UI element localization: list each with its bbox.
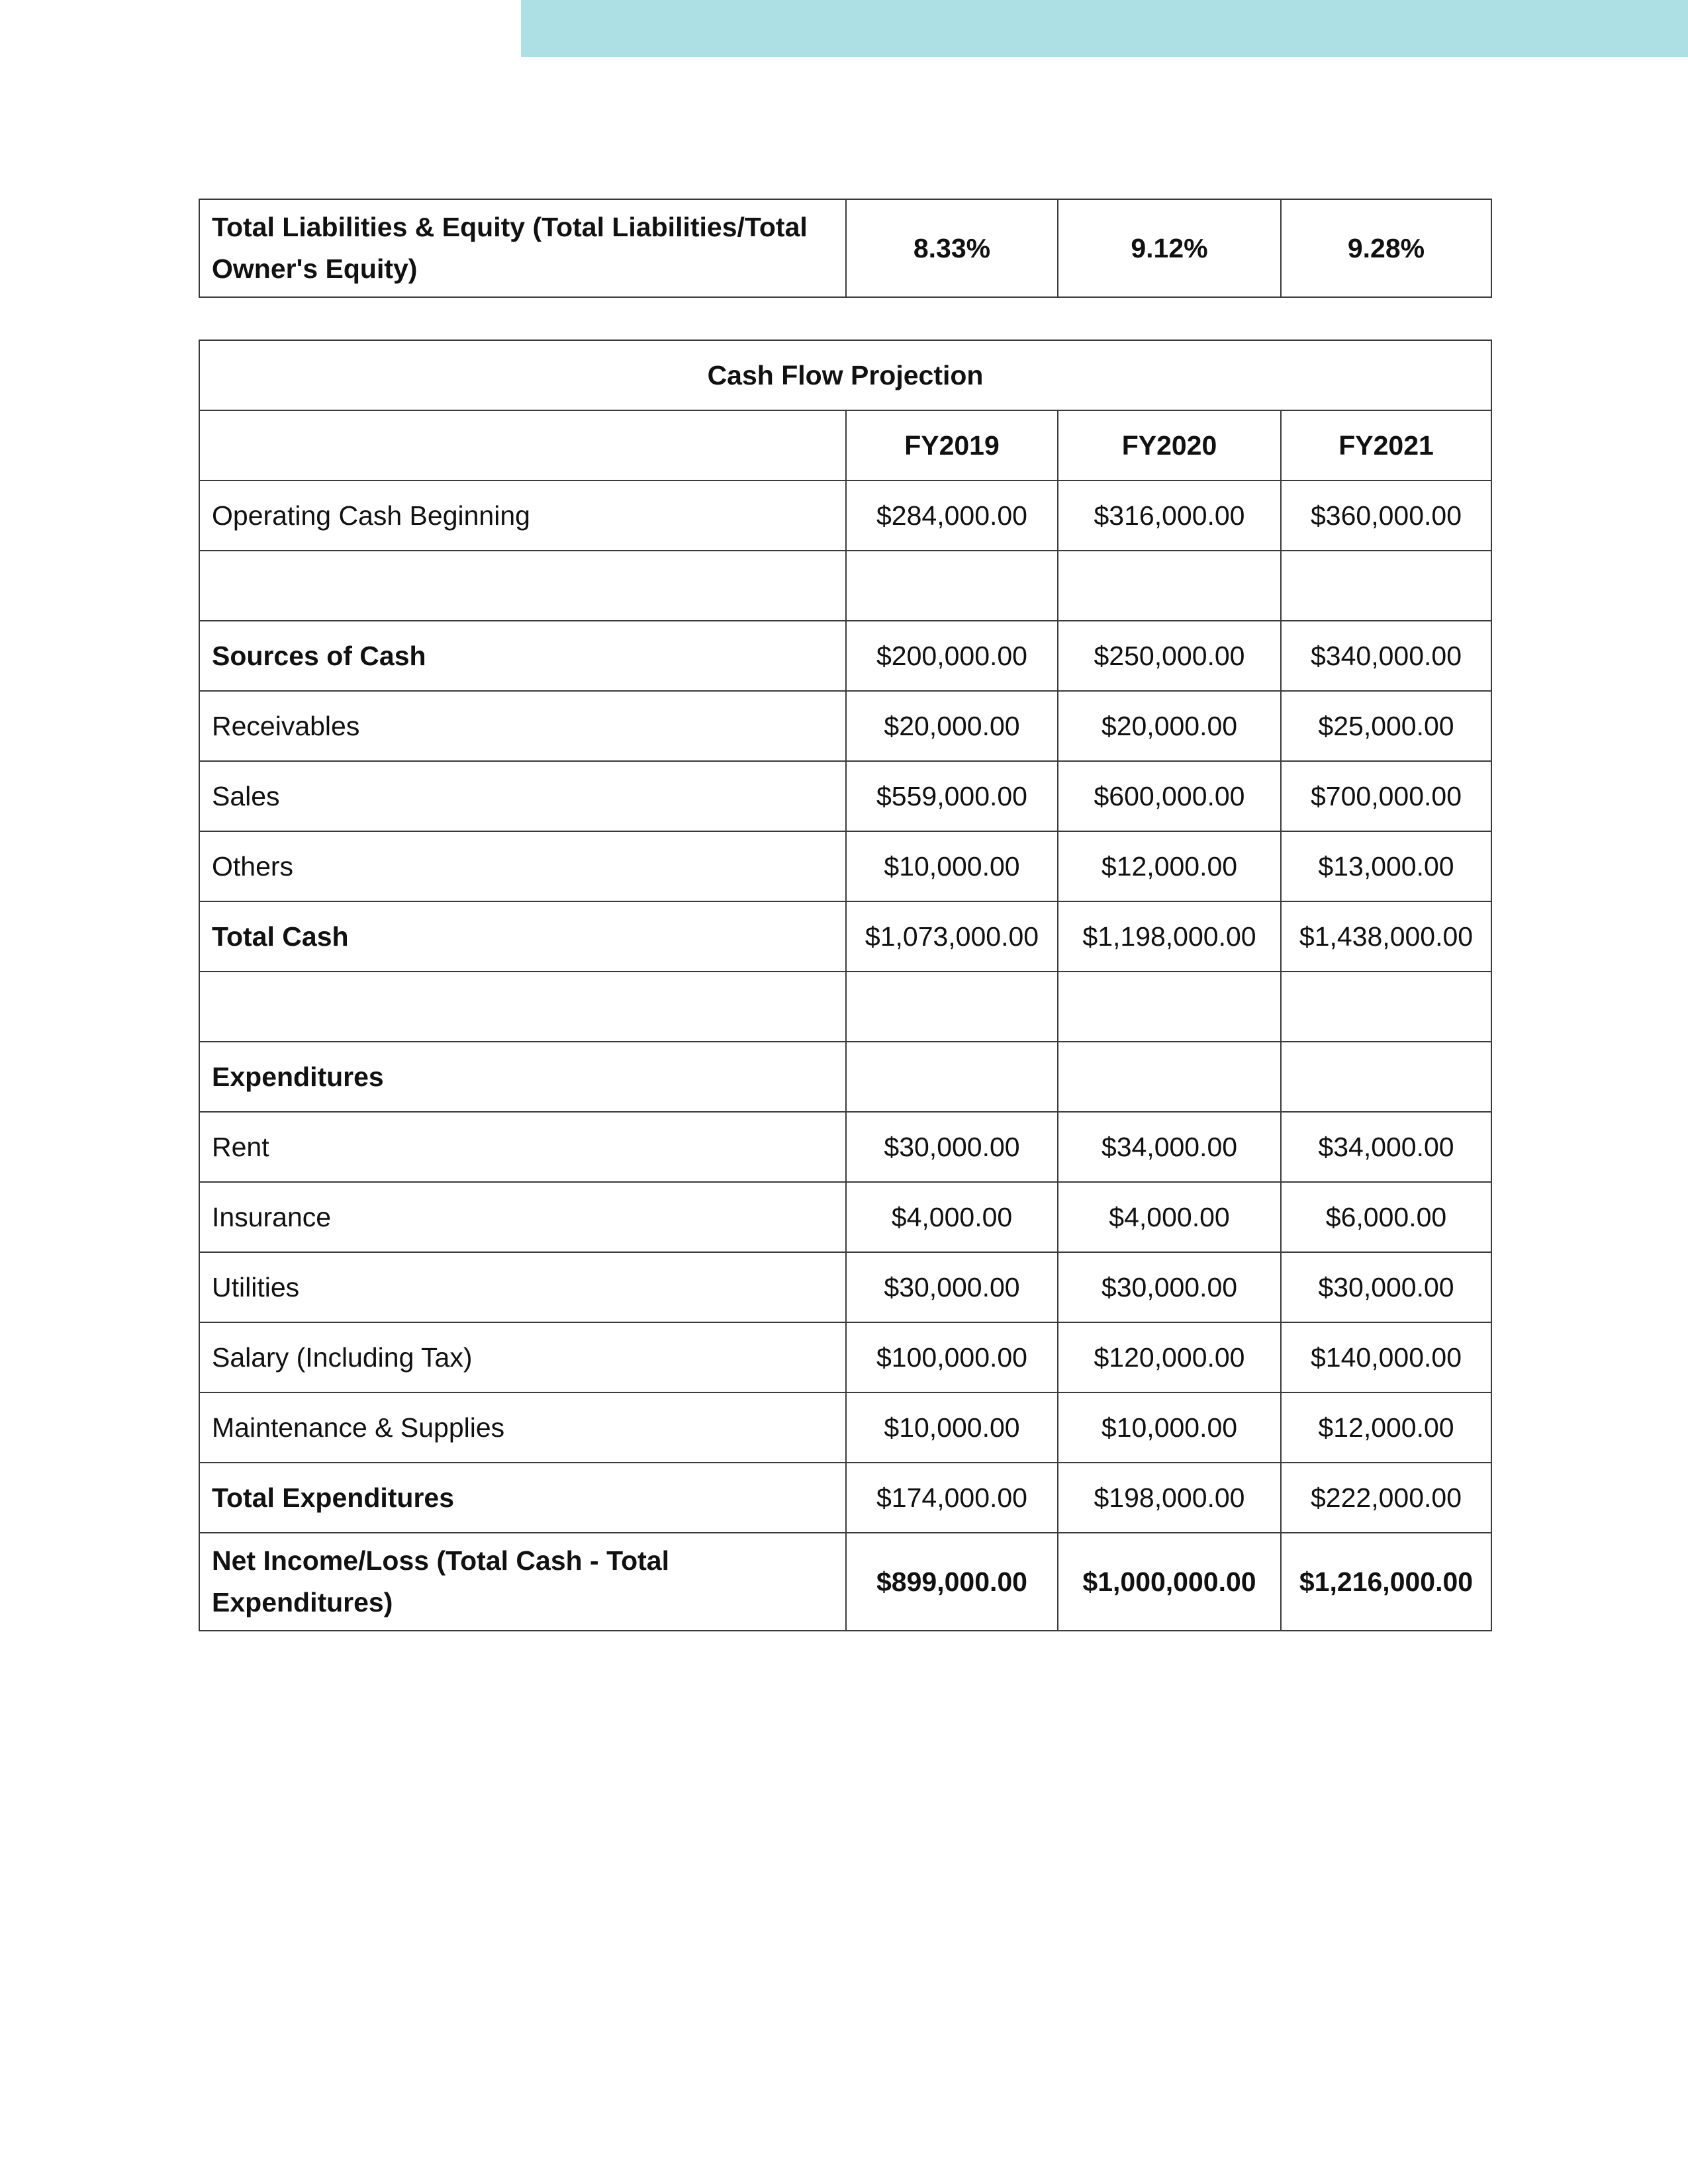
cell-fy2021: $360,000.00 <box>1281 480 1491 551</box>
cell-fy2021: $222,000.00 <box>1281 1463 1491 1533</box>
cell-fy2021: $25,000.00 <box>1281 691 1491 761</box>
cell-fy2019: $284,000.00 <box>846 480 1058 551</box>
cell-fy2020: $4,000.00 <box>1058 1182 1281 1252</box>
table-row <box>199 1042 1491 1112</box>
cell-fy2020: $198,000.00 <box>1058 1463 1281 1533</box>
cell-fy2019: $1,073,000.00 <box>846 901 1058 972</box>
row-label <box>199 972 846 1042</box>
cell-fy2020: $12,000.00 <box>1058 831 1281 901</box>
table-header-row <box>199 410 1491 480</box>
cell-fy2020 <box>1058 551 1281 621</box>
table-row <box>199 1252 1491 1322</box>
cell-fy2020: $1,198,000.00 <box>1058 901 1281 972</box>
row-label: Total Expenditures <box>199 1463 846 1533</box>
cell-fy2019: $4,000.00 <box>846 1182 1058 1252</box>
column-header-fy2020: FY2020 <box>1058 410 1281 480</box>
row-label: Sales <box>199 761 846 831</box>
table-row <box>199 691 1491 761</box>
row-label: Utilities <box>199 1252 846 1322</box>
cell-fy2020: $600,000.00 <box>1058 761 1281 831</box>
table-row <box>199 551 1491 621</box>
table-row <box>199 1533 1491 1631</box>
ratio-value-fy2021: 9.28% <box>1281 199 1491 297</box>
cell-fy2020: $120,000.00 <box>1058 1322 1281 1392</box>
table-row <box>199 1392 1491 1463</box>
cell-fy2021: $340,000.00 <box>1281 621 1491 691</box>
row-label: Insurance <box>199 1182 846 1252</box>
table-row <box>199 972 1491 1042</box>
cell-fy2021: $140,000.00 <box>1281 1322 1491 1392</box>
cell-fy2021: $13,000.00 <box>1281 831 1491 901</box>
row-label: Salary (Including Tax) <box>199 1322 846 1392</box>
cell-fy2019 <box>846 972 1058 1042</box>
table-title-row <box>199 340 1491 410</box>
header-accent-bar <box>521 0 1688 57</box>
column-header-fy2019: FY2019 <box>846 410 1058 480</box>
table-row <box>199 621 1491 691</box>
cell-fy2021: $30,000.00 <box>1281 1252 1491 1322</box>
cell-fy2020 <box>1058 1042 1281 1112</box>
cell-fy2020 <box>1058 972 1281 1042</box>
row-label: Expenditures <box>199 1042 846 1112</box>
row-label: Rent <box>199 1112 846 1182</box>
cell-fy2020: $316,000.00 <box>1058 480 1281 551</box>
header-label-cell <box>199 410 846 480</box>
row-label: Others <box>199 831 846 901</box>
ratio-label: Total Liabilities & Equity (Total Liabilities/Total Owner's Equity) <box>199 199 846 297</box>
cell-fy2021: $1,438,000.00 <box>1281 901 1491 972</box>
cell-fy2021: $700,000.00 <box>1281 761 1491 831</box>
ratio-value-fy2019: 8.33% <box>846 199 1058 297</box>
cell-fy2019: $30,000.00 <box>846 1252 1058 1322</box>
cell-fy2019 <box>846 1042 1058 1112</box>
cell-fy2021 <box>1281 972 1491 1042</box>
liabilities-equity-ratio-table <box>199 199 1492 298</box>
cell-fy2020: $30,000.00 <box>1058 1252 1281 1322</box>
cell-fy2021 <box>1281 551 1491 621</box>
row-label: Net Income/Loss (Total Cash - Total Expenditures) <box>199 1533 846 1631</box>
table-row <box>199 761 1491 831</box>
cell-fy2020: $10,000.00 <box>1058 1392 1281 1463</box>
cell-fy2021 <box>1281 1042 1491 1112</box>
cell-fy2021: $34,000.00 <box>1281 1112 1491 1182</box>
row-label: Maintenance & Supplies <box>199 1392 846 1463</box>
cell-fy2019: $899,000.00 <box>846 1533 1058 1631</box>
row-label: Receivables <box>199 691 846 761</box>
table-row <box>199 1322 1491 1392</box>
cell-fy2019: $100,000.00 <box>846 1322 1058 1392</box>
cell-fy2021: $6,000.00 <box>1281 1182 1491 1252</box>
cell-fy2019: $10,000.00 <box>846 831 1058 901</box>
cell-fy2021: $12,000.00 <box>1281 1392 1491 1463</box>
row-label: Operating Cash Beginning <box>199 480 846 551</box>
table-row <box>199 1112 1491 1182</box>
cell-fy2020: $1,000,000.00 <box>1058 1533 1281 1631</box>
table-row <box>199 831 1491 901</box>
cell-fy2019: $10,000.00 <box>846 1392 1058 1463</box>
row-label <box>199 551 846 621</box>
cell-fy2020: $250,000.00 <box>1058 621 1281 691</box>
table-row <box>199 1463 1491 1533</box>
ratio-value-fy2020: 9.12% <box>1058 199 1281 297</box>
cell-fy2019: $174,000.00 <box>846 1463 1058 1533</box>
table-row <box>199 480 1491 551</box>
table-row <box>199 1182 1491 1252</box>
cell-fy2019: $20,000.00 <box>846 691 1058 761</box>
cell-fy2021: $1,216,000.00 <box>1281 1533 1491 1631</box>
cell-fy2020: $34,000.00 <box>1058 1112 1281 1182</box>
cash-flow-projection-table <box>199 340 1492 1631</box>
cell-fy2019: $559,000.00 <box>846 761 1058 831</box>
cell-fy2019 <box>846 551 1058 621</box>
table-row <box>199 199 1491 297</box>
row-label: Sources of Cash <box>199 621 846 691</box>
cell-fy2019: $30,000.00 <box>846 1112 1058 1182</box>
column-header-fy2021: FY2021 <box>1281 410 1491 480</box>
row-label: Total Cash <box>199 901 846 972</box>
table-row <box>199 901 1491 972</box>
cell-fy2020: $20,000.00 <box>1058 691 1281 761</box>
cell-fy2019: $200,000.00 <box>846 621 1058 691</box>
table-title: Cash Flow Projection <box>199 340 1491 410</box>
